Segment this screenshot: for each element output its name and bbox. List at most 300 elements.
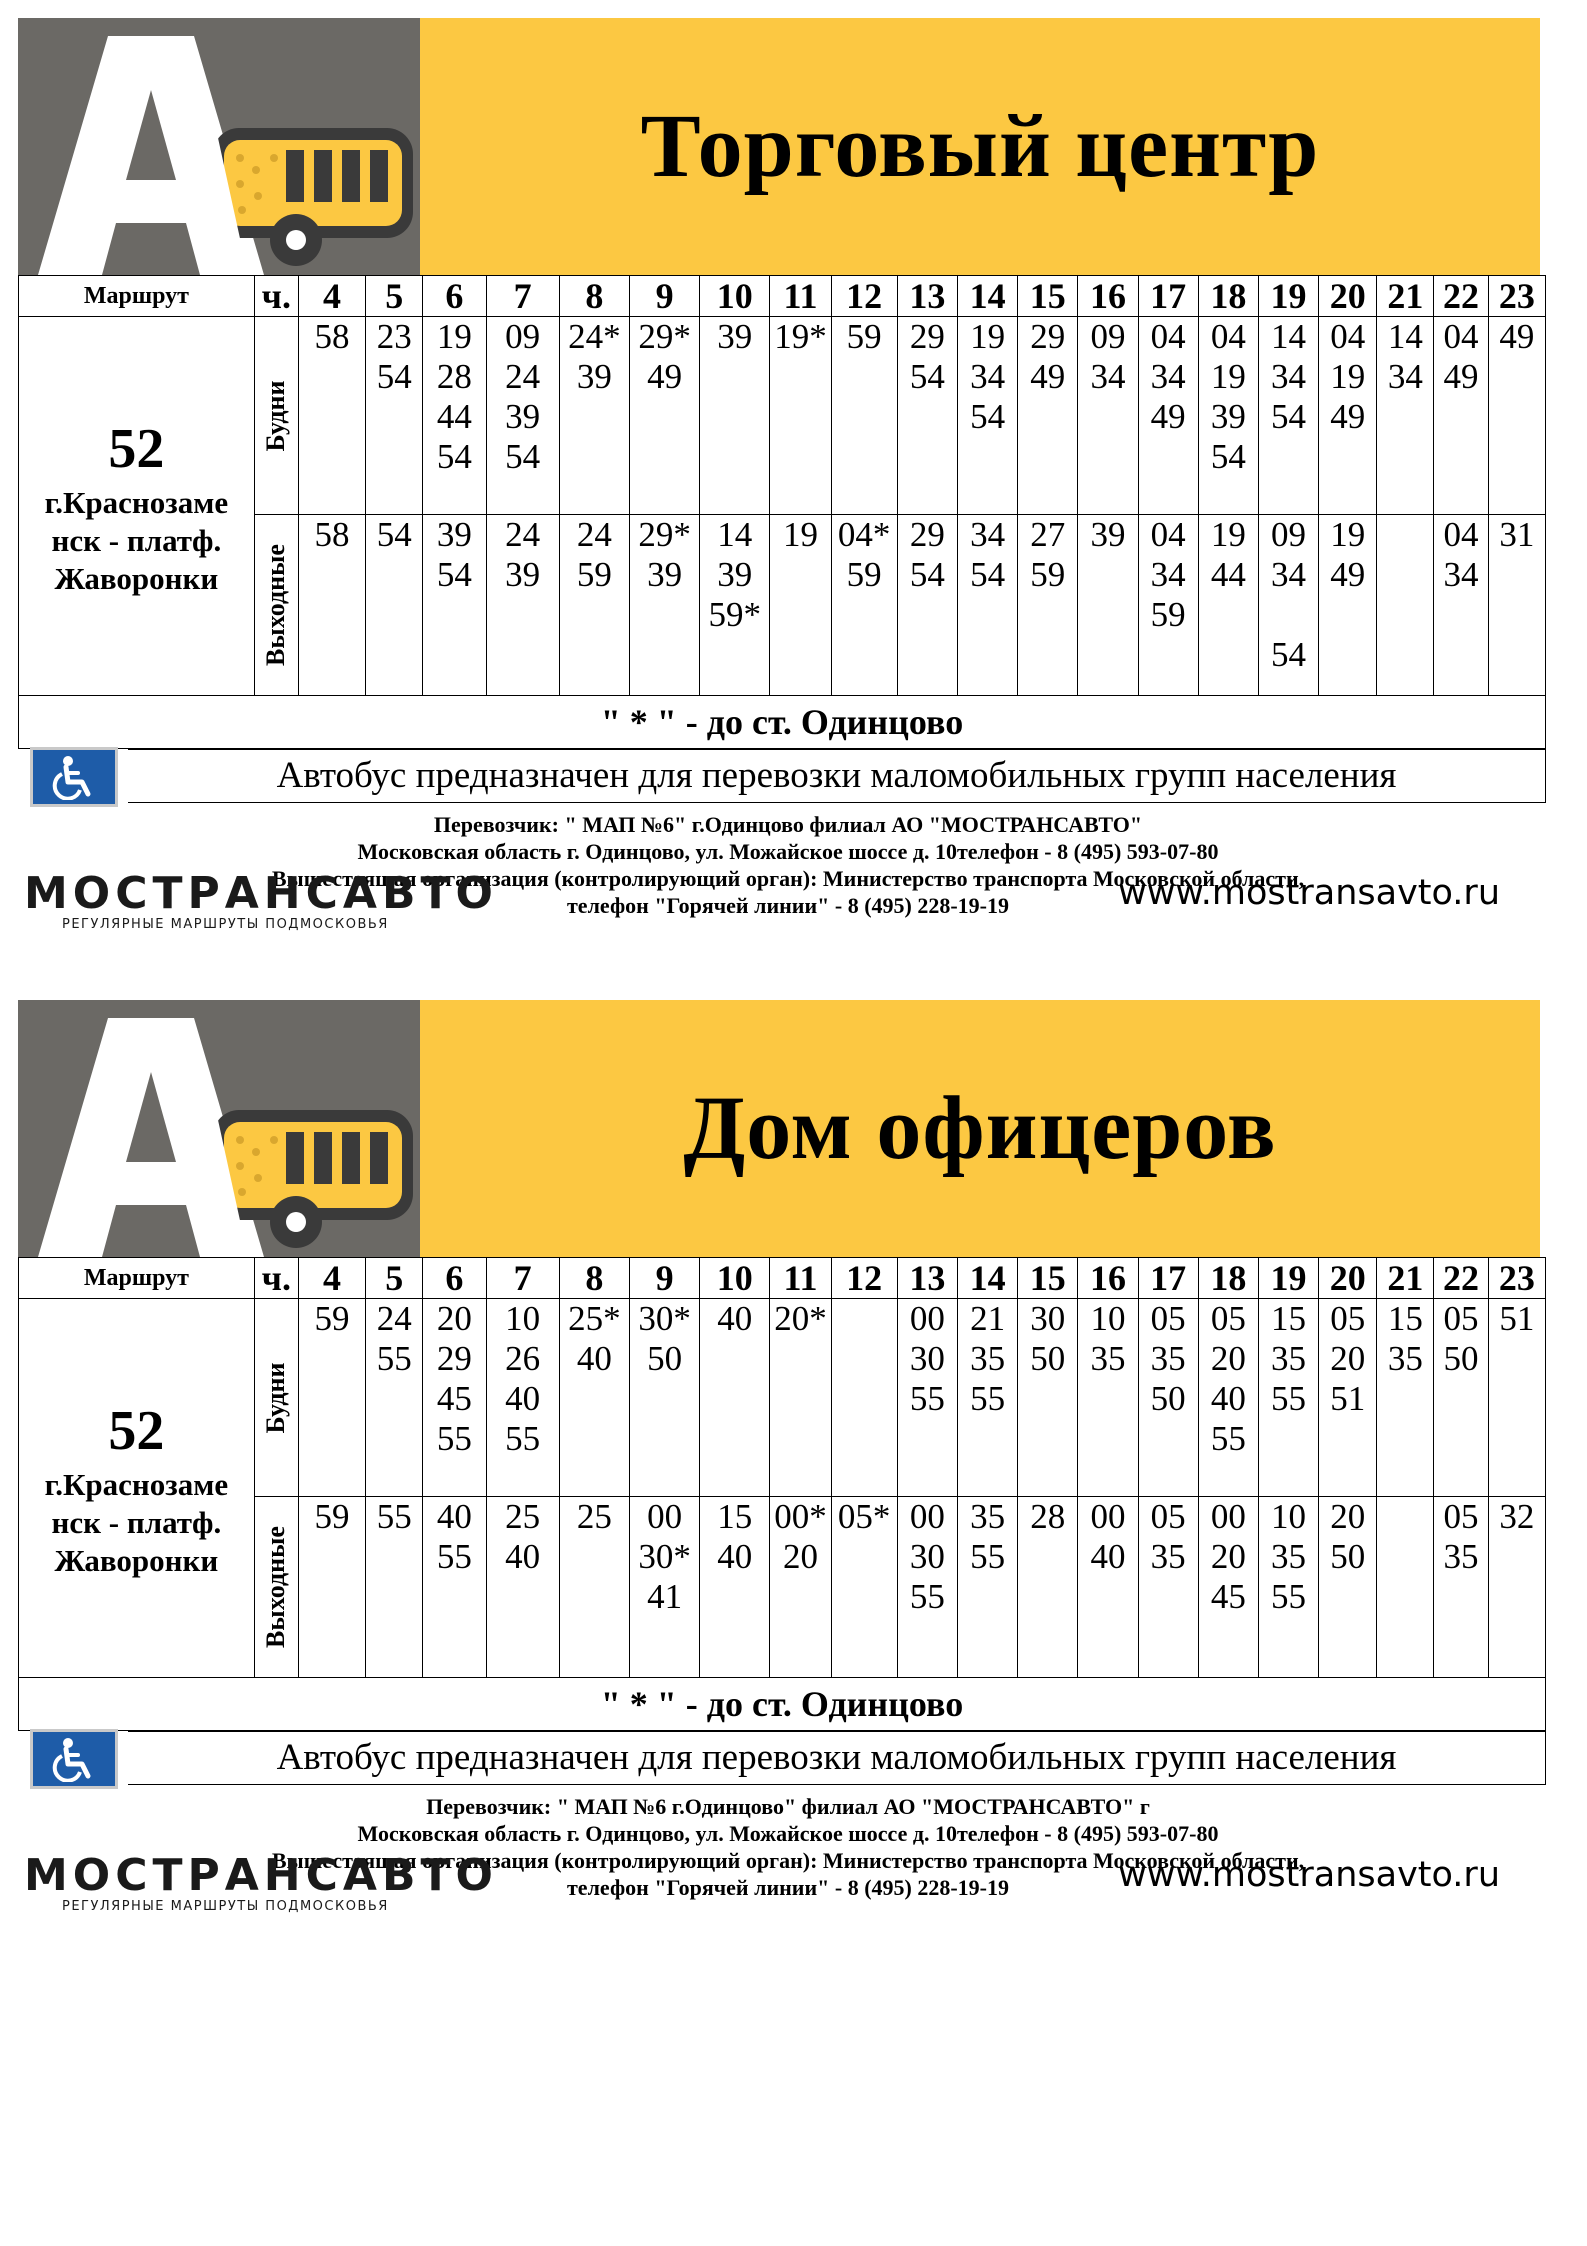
hour-header: 11 [770,276,831,317]
hour-header: 20 [1319,276,1377,317]
carrier-line: телефон "Горячей линии" - 8 (495) 228-19-19 [567,1875,1009,1900]
weekday-departures-cell [1258,1299,1318,1497]
website-link[interactable]: www.mostransavto.ru [1118,873,1500,913]
departure-minute: 20* [774,1299,827,1338]
weekend-departures-cell [559,1497,629,1678]
departure-minute: 30* [638,1537,691,1576]
weekend-departures-cell [629,515,699,696]
departure-minute: 55 [970,1537,1006,1576]
departure-minute: 55 [1210,1419,1246,1458]
weekend-label: Выходные [261,544,291,666]
departure-minute: 54 [909,555,945,594]
departure-minute: 32 [1499,1497,1535,1536]
route-number: 52 [108,1400,165,1462]
departure-minute: 00 [909,1299,945,1338]
weekend-departures-cell [897,515,957,696]
departure-minute: 05 [1210,1299,1246,1338]
weekend-departures-cell [366,515,423,696]
departure-minute: 04 [1150,317,1186,356]
departure-minute: 55 [505,1419,541,1458]
departure-minute: 24 [576,515,612,554]
departure-minute: 55 [909,1577,945,1616]
departure-minute: 34 [1090,357,1126,396]
stop-name: Дом офицеров [683,1079,1277,1178]
departure-minute: 04 [1150,515,1186,554]
departure-minute: 50 [647,1339,683,1378]
departure-minute: 40 [505,1537,541,1576]
route-name-line: г.Краснозаме [44,1467,229,1502]
departure-minute: 49 [1150,397,1186,436]
departure-minute: 24* [568,317,621,356]
departure-minute: 20 [1330,1339,1366,1378]
departure-minute: 55 [970,1379,1006,1418]
departure-minute: 50 [1150,1379,1186,1418]
weekend-departures-cell [1377,1497,1434,1678]
hour-header: 17 [1138,276,1198,317]
bus-stop-a-icon [18,18,418,275]
weekend-departures-cell [486,515,559,696]
departure-minute: 59 [1150,595,1186,634]
departure-minute: 19 [782,515,818,554]
weekday-departures-cell [957,1299,1017,1497]
weekday-departures-cell [1018,1299,1078,1497]
departure-minute: 15 [717,1497,753,1536]
weekend-departures-cell [770,1497,831,1678]
departure-minute: 10 [1271,1497,1306,1536]
hour-header: 12 [831,276,897,317]
departure-minute: 35 [1271,1537,1306,1576]
route-name-line: Жаворонки [54,561,219,596]
weekend-departures-cell [423,1497,486,1678]
weekday-row [19,317,1546,515]
departure-minute: 44 [1210,555,1246,594]
weekday-departures-cell [423,1299,486,1497]
departure-minute: 19 [1330,357,1366,396]
departure-minute: 19 [436,317,472,356]
hour-header: 21 [1377,1258,1434,1299]
departure-minute: 39 [576,357,612,396]
website-link[interactable]: www.mostransavto.ru [1118,1855,1500,1895]
weekday-departures-cell [770,1299,831,1497]
departure-minute: 04* [837,515,891,554]
weekend-departures-cell [1434,1497,1488,1678]
departure-minute: 29 [1030,317,1066,356]
weekend-departures-cell [1138,515,1198,696]
weekend-departures-cell [700,515,770,696]
departure-minute: 55 [376,1339,412,1378]
weekday-departures-cell [831,317,897,515]
weekday-departures-cell [1488,1299,1545,1497]
weekend-departures-cell [1018,1497,1078,1678]
weekend-departures-cell [559,515,629,696]
departure-minute: 45 [436,1379,472,1418]
departure-minute: 25 [576,1497,612,1536]
departure-minute: 50 [1330,1537,1366,1576]
weekday-departures-cell [700,1299,770,1497]
weekday-departures-cell [1319,1299,1377,1497]
weekend-departures-cell [1434,515,1488,696]
departure-minute: 40 [576,1339,612,1378]
departure-minute: 10 [1090,1299,1126,1338]
footnote: " * " - до ст. Одинцово [19,696,1546,749]
departure-minute: 19 [1210,515,1246,554]
brand-tagline: РЕГУЛЯРНЫЕ МАРШРУТЫ ПОДМОСКОВЬЯ [62,1899,389,1914]
departure-minute: 20 [1210,1339,1246,1378]
weekday-departures-cell [298,317,365,515]
hour-header: 4 [298,276,365,317]
departure-minute: 54 [505,437,541,476]
departure-minute: 54 [1271,635,1306,674]
weekend-departures-cell [770,515,831,696]
departure-minute: 45 [1210,1577,1246,1616]
departure-minute: 04 [1210,317,1246,356]
weekend-departures-cell [831,515,897,696]
hour-header: 9 [629,1258,699,1299]
accessibility-text: Автобус предназначен для перевозки маломобильных групп населения [128,749,1546,803]
carrier-line: Перевозчик: " МАП №6" г.Одинцово филиал АО "МОСТРАНСАВТО" [433,812,1143,837]
departure-minute: 40 [505,1379,541,1418]
weekday-departures-cell [897,1299,957,1497]
weekend-departures-cell [1198,515,1258,696]
carrier-line: телефон "Горячей линии" - 8 (495) 228-19-19 [567,893,1009,918]
weekend-label: Выходные [261,1526,291,1648]
departure-minute: 19* [774,317,827,356]
departure-minute: 35 [1150,1339,1186,1378]
hour-header: 8 [559,1258,629,1299]
bus-stop-logo [18,18,418,275]
route-header: Маршрут [19,276,255,317]
departure-minute: 05 [1330,1299,1366,1338]
hour-header: 21 [1377,276,1434,317]
departure-minute: 14 [717,515,753,554]
hour-header: 16 [1078,1258,1138,1299]
weekday-departures-cell [298,1299,365,1497]
weekday-departures-cell [1258,317,1318,515]
departure-minute: 35 [1387,1339,1423,1378]
departure-minute: 55 [1271,1379,1306,1418]
departure-minute: 39 [1090,515,1126,554]
route-info [19,1299,255,1678]
weekend-label-cell [254,515,298,696]
departure-minute: 09 [505,317,541,356]
carrier-line: Вышестоящая организация (контролирующий орган): Министерство транспорта Московской области, [271,1848,1305,1873]
departure-minute: 54 [1271,397,1306,436]
departure-minute: 09 [1090,317,1126,356]
departure-minute: 49 [1499,317,1535,356]
departure-minute: 31 [1499,515,1535,554]
departure-minute: 54 [436,437,472,476]
departure-minute: 00 [1090,1497,1126,1536]
departure-minute: 34 [970,357,1006,396]
departure-minute: 59 [576,555,612,594]
departure-minute: 34 [1150,555,1186,594]
carrier-line: Перевозчик: " МАП №6 г.Одинцово" филиал АО "МОСТРАНСАВТО" г [426,1794,1150,1819]
departure-minute: 14 [1387,317,1423,356]
hour-header: 14 [957,276,1017,317]
departure-minute: 24 [376,1299,412,1338]
departure-minute: 49 [1030,357,1066,396]
weekend-label-cell [254,1497,298,1678]
weekday-departures-cell [1198,317,1258,515]
departure-minute: 55 [909,1379,945,1418]
weekday-departures-cell [1198,1299,1258,1497]
accessibility-row [18,1731,1546,1783]
departure-minute: 40 [1090,1537,1126,1576]
departure-minute: 19 [1210,357,1246,396]
departure-minute: 29 [436,1339,472,1378]
hour-header: 18 [1198,276,1258,317]
wheelchair-icon [30,1729,118,1789]
brand-name: МОСТРАНСАВТО [24,868,498,919]
weekend-departures-cell [1488,515,1545,696]
hour-header: 4 [298,1258,365,1299]
departure-minute: 29* [638,317,691,356]
departure-minute: 54 [436,555,472,594]
departure-minute: 39 [717,555,753,594]
departure-minute: 54 [376,357,412,396]
departure-minute: 10 [505,1299,541,1338]
schedule-table [18,275,1546,749]
departure-minute: 20 [436,1299,472,1338]
carrier-line: Московская область г. Одинцово, ул. Можайское шоссе д. 10телефон - 8 (495) 593-07-80 [357,839,1219,864]
departure-minute: 19 [970,317,1006,356]
departure-minute: 49 [1330,555,1366,594]
weekday-departures-cell [1138,317,1198,515]
hour-header-label: ч. [254,1258,298,1299]
weekday-label-cell [254,1299,298,1497]
weekday-departures-cell [423,317,486,515]
departure-minute: 24 [505,357,541,396]
hour-header: 15 [1018,276,1078,317]
departure-minute: 35 [1443,1537,1479,1576]
accessibility-text: Автобус предназначен для перевозки маломобильных групп населения [128,1731,1546,1785]
weekday-row [19,1299,1546,1497]
weekday-departures-cell [1488,317,1545,515]
hour-header: 13 [897,276,957,317]
weekday-departures-cell [366,317,423,515]
mostransavto-logo [24,1850,498,1914]
weekday-departures-cell [1319,317,1377,515]
hour-header: 14 [957,1258,1017,1299]
departure-minute: 05* [837,1497,891,1536]
route-name-line: г.Краснозаме [44,485,229,520]
route-header: Маршрут [19,1258,255,1299]
weekend-departures-cell [1258,1497,1318,1678]
departure-minute: 51 [1330,1379,1366,1418]
departure-minute: 05 [1443,1299,1479,1338]
departure-minute: 04 [1443,515,1479,554]
route-number: 52 [108,418,165,480]
hour-header: 10 [700,276,770,317]
hour-header: 10 [700,1258,770,1299]
weekend-departures-cell [700,1497,770,1678]
brand-tagline: РЕГУЛЯРНЫЕ МАРШРУТЫ ПОДМОСКОВЬЯ [62,917,389,932]
departure-minute: 55 [436,1419,472,1458]
departure-minute: 29* [638,515,691,554]
weekday-departures-cell [1377,1299,1434,1497]
departure-minute: 28 [436,357,472,396]
weekend-departures-cell [897,1497,957,1678]
hour-header: 7 [486,1258,559,1299]
weekday-departures-cell [486,1299,559,1497]
weekend-departures-cell [1319,1497,1377,1678]
accessibility-row [18,749,1546,801]
departure-minute: 20 [1210,1537,1246,1576]
mostransavto-logo [24,868,498,932]
weekend-departures-cell [1377,515,1434,696]
departure-minute: 34 [970,515,1006,554]
hour-header: 6 [423,1258,486,1299]
weekday-departures-cell [831,1299,897,1497]
weekday-departures-cell [1078,1299,1138,1497]
weekday-departures-cell [1434,317,1488,515]
weekday-departures-cell [559,1299,629,1497]
departure-minute: 49 [1443,357,1479,396]
weekday-departures-cell [1138,1299,1198,1497]
weekday-departures-cell [486,317,559,515]
departure-minute: 34 [1271,357,1306,396]
departure-minute: 39 [647,555,683,594]
weekend-departures-cell [366,1497,423,1678]
departure-minute: 59 [846,555,882,594]
departure-minute: 59 [314,1497,350,1536]
departure-minute: 54 [909,357,945,396]
departure-minute: 50 [1030,1339,1066,1378]
weekend-departures-cell [1258,515,1318,696]
departure-minute: 25* [568,1299,621,1338]
departure-minute: 51 [1499,1299,1535,1338]
departure-minute: 29 [909,515,945,554]
weekend-departures-cell [1198,1497,1258,1678]
departure-minute: 15 [1387,1299,1423,1338]
departure-minute: 35 [970,1497,1006,1536]
route-name-line: нск - платф. [51,523,222,558]
stop-banner [18,1000,1546,1257]
departure-minute: 59 [846,317,882,356]
departure-minute: 58 [314,317,350,356]
carrier-line: Московская область г. Одинцово, ул. Можайское шоссе д. 10телефон - 8 (495) 593-07-80 [357,1821,1219,1846]
departure-minute: 50 [1443,1339,1479,1378]
departure-minute: 55 [376,1497,412,1536]
stop-banner [18,18,1546,275]
brand-name: МОСТРАНСАВТО [24,1850,498,1901]
hour-header: 5 [366,276,423,317]
departure-minute: 20 [782,1537,818,1576]
departure-minute: 58 [314,515,350,554]
departure-minute: 39 [505,397,541,436]
hour-header-row [19,1258,1546,1299]
stop-name-panel [418,1000,1540,1257]
weekday-departures-cell [1377,317,1434,515]
departure-minute: 39 [505,555,541,594]
departure-minute: 34 [1387,357,1423,396]
weekday-departures-cell [770,317,831,515]
weekday-departures-cell [897,317,957,515]
hour-header: 6 [423,276,486,317]
departure-minute: 14 [1271,317,1306,356]
stop-name-panel [418,18,1540,275]
departure-minute: 24 [505,515,541,554]
route-info [19,317,255,696]
departure-minute: 04 [1443,317,1479,356]
departure-minute: 30 [909,1339,945,1378]
departure-minute: 59 [1030,555,1066,594]
weekend-departures-cell [629,1497,699,1678]
weekend-departures-cell [1138,1497,1198,1678]
hour-header: 23 [1488,1258,1545,1299]
departure-minute: 44 [436,397,472,436]
departure-minute: 41 [647,1577,683,1616]
departure-minute: 00 [647,1497,683,1536]
carrier-line: Вышестоящая организация (контролирующий орган): Министерство транспорта Московской области, [271,866,1305,891]
departure-minute: 55 [1271,1577,1306,1616]
departure-minute: 05 [1150,1299,1186,1338]
weekend-departures-cell [831,1497,897,1678]
departure-minute: 15 [1271,1299,1306,1338]
hour-header: 12 [831,1258,897,1299]
hour-header: 22 [1434,276,1488,317]
weekend-departures-cell [1488,1497,1545,1678]
departure-minute: 35 [970,1339,1006,1378]
departure-minute: 35 [1090,1339,1126,1378]
departure-minute: 09 [1271,515,1306,554]
departure-minute: 35 [1271,1339,1306,1378]
weekend-departures-cell [1078,1497,1138,1678]
departure-minute: 54 [970,397,1006,436]
departure-minute: 00 [909,1497,945,1536]
hour-header: 23 [1488,276,1545,317]
departure-minute: 40 [1210,1379,1246,1418]
departure-minute: 29 [909,317,945,356]
schedule-table [18,1257,1546,1731]
departure-minute: 00* [774,1497,827,1536]
departure-minute: 20 [1330,1497,1366,1536]
footnote-row [19,1678,1546,1731]
departure-minute: 28 [1030,1497,1066,1536]
footnote: " * " - до ст. Одинцово [19,1678,1546,1731]
departure-minute: 59* [708,595,762,634]
departure-minute: 54 [1210,437,1246,476]
departure-minute: 00 [1210,1497,1246,1536]
hour-header: 19 [1258,276,1318,317]
departure-minute: 59 [314,1299,350,1338]
weekday-departures-cell [629,317,699,515]
hour-header-row [19,276,1546,317]
departure-minute: 39 [1210,397,1246,436]
hour-header: 22 [1434,1258,1488,1299]
hour-header: 18 [1198,1258,1258,1299]
hour-header: 8 [559,276,629,317]
weekday-departures-cell [559,317,629,515]
hour-header: 15 [1018,1258,1078,1299]
bus-stop-a-icon [18,1000,418,1257]
departure-minute: 34 [1150,357,1186,396]
departure-minute: 34 [1271,555,1306,594]
hour-header: 17 [1138,1258,1198,1299]
weekday-departures-cell [629,1299,699,1497]
weekday-departures-cell [1078,317,1138,515]
hour-header: 11 [770,1258,831,1299]
departure-minute: 23 [376,317,412,356]
departure-minute: 34 [1443,555,1479,594]
hour-header: 5 [366,1258,423,1299]
departure-minute: 40 [717,1537,753,1576]
weekend-departures-cell [957,515,1017,696]
departure-minute: 27 [1030,515,1066,554]
weekday-departures-cell [957,317,1017,515]
departure-minute: 49 [1330,397,1366,436]
weekday-label: Будни [261,1361,291,1434]
